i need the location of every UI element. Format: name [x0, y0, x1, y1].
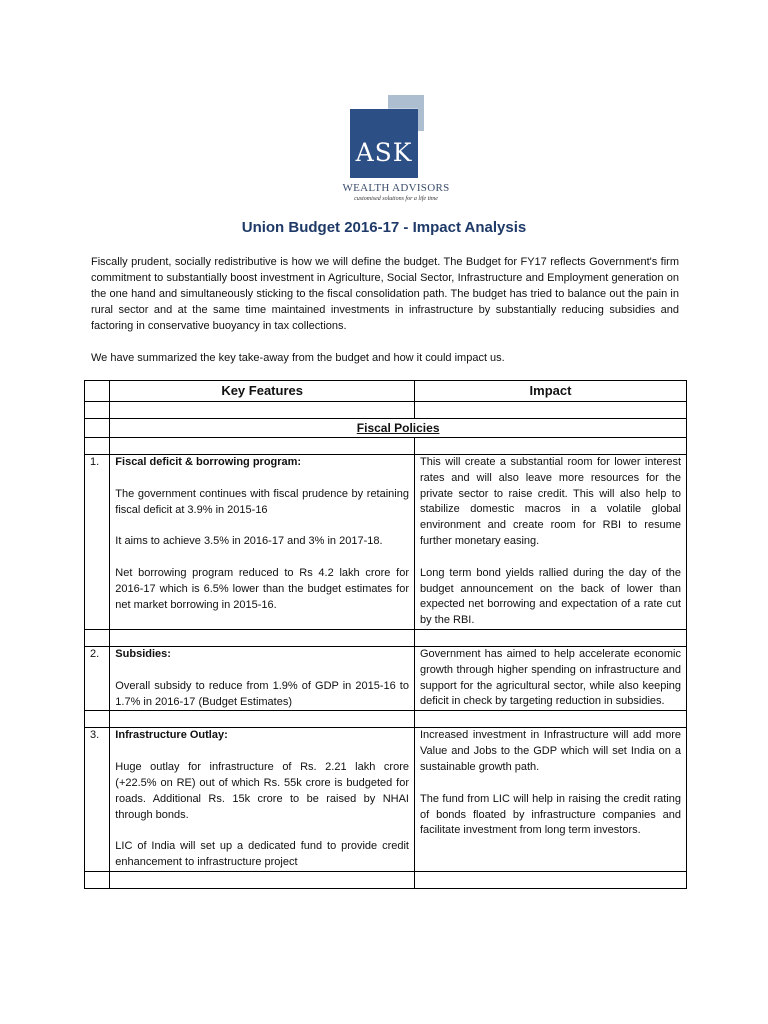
impact-text: Government has aimed to help accelerate economic growth through higher spending on infrastructure and support for the agricultural sector, while also keeping deficit in check by targeting reduction in subsidies. — [419, 647, 681, 708]
feature-text: Huge outlay for infrastructure of Rs. 2.21 lakh crore (+22.5% on RE) out of which Rs. 55k crore is budgeted for roads. Additional Rs. 15k crore to be raised by NHAI through bonds. — [115, 761, 409, 821]
row-number: 1. — [85, 455, 110, 630]
spacer-row — [85, 402, 687, 419]
feature-cell — [110, 455, 415, 630]
spacer-row — [85, 871, 687, 888]
impact-text: Long term bond yields rallied during the day of the budget announcement on the back of lower than expected net borrowing and expectation of a rate cut by the RBI. — [419, 566, 681, 627]
feature-title: Subsidies: — [115, 647, 171, 660]
table-header-row — [85, 381, 687, 402]
feature-text: The government continues with fiscal prudence by retaining fiscal deficit at 3.9% in 2015-16 — [115, 487, 409, 516]
spacer-row — [85, 438, 687, 455]
intro-paragraph: Fiscally prudent, socially redistributive is how we will define the budget. The Budget for FY17 reflects Government's firm commitment to substantially boost investment in Agriculture, Social Sector, Infrastructure and Employment generation on the one hand and simultaneously sticking to the fiscal consolidation path. The budget has tried to balance out the pain in rural sector and at the same time maintained investments in infrastructure by substantially reducing subsidies and factoring in conservative buoyancy in tax collections. — [91, 256, 679, 332]
impact-cell — [414, 728, 686, 872]
logo-tagline: customised solutions for a life time — [354, 196, 438, 202]
feature-text: Net borrowing program reduced to Rs 4.2 lakh crore for 2016-17 which is 6.5% lower than the budget estimates for net market borrowing in 2015-16. — [115, 567, 409, 611]
header-key-features: Key Features — [110, 381, 415, 402]
section-row — [85, 419, 687, 438]
logo-company-name: WEALTH ADVISORS — [342, 182, 450, 194]
feature-text: Overall subsidy to reduce from 1.9% of GDP in 2015-16 to 1.7% in 2016-17 (Budget Estimates) — [115, 679, 409, 708]
row-number: 2. — [85, 646, 110, 710]
document-title: Union Budget 2016-17 - Impact Analysis — [241, 219, 527, 236]
section-title: Fiscal Policies — [110, 419, 687, 438]
table-row — [85, 646, 687, 710]
impact-table — [84, 380, 687, 889]
impact-cell — [414, 646, 686, 710]
impact-text: The fund from LIC will help in raising the credit rating of bonds floated by infrastructure companies and facilitate investment from long term investors. — [419, 792, 681, 837]
feature-title: Infrastructure Outlay: — [115, 729, 228, 742]
feature-cell — [110, 728, 415, 872]
impact-text: Increased investment in Infrastructure will add more Value and Jobs to the GDP which will set India on a sustainable growth path. — [419, 729, 681, 773]
impact-text: This will create a substantial room for lower interest rates and will also leave more resources for the private sector to raise credit. This will also help to stabilize domestic macros in a volatile global environment and create room for RBI to resume further monetary easing. — [419, 456, 681, 547]
impact-cell — [414, 455, 686, 630]
logo-brand-text: ASK — [355, 138, 413, 167]
header-blank-cell — [85, 381, 110, 402]
spacer-row — [85, 711, 687, 728]
row-number: 3. — [85, 728, 110, 872]
feature-text: It aims to achieve 3.5% in 2016-17 and 3% in 2017-18. — [115, 535, 383, 548]
table-row — [85, 455, 687, 630]
ask-logo — [342, 94, 450, 208]
summary-paragraph: We have summarized the key take-away from the budget and how it could impact us. — [91, 352, 505, 364]
feature-cell — [110, 646, 415, 710]
spacer-row — [85, 629, 687, 646]
header-impact: Impact — [414, 381, 686, 402]
table-row — [85, 728, 687, 872]
feature-text: LIC of India will set up a dedicated fund to provide credit enhancement to infrastructure project — [115, 840, 409, 869]
feature-title: Fiscal deficit & borrowing program: — [115, 456, 302, 468]
